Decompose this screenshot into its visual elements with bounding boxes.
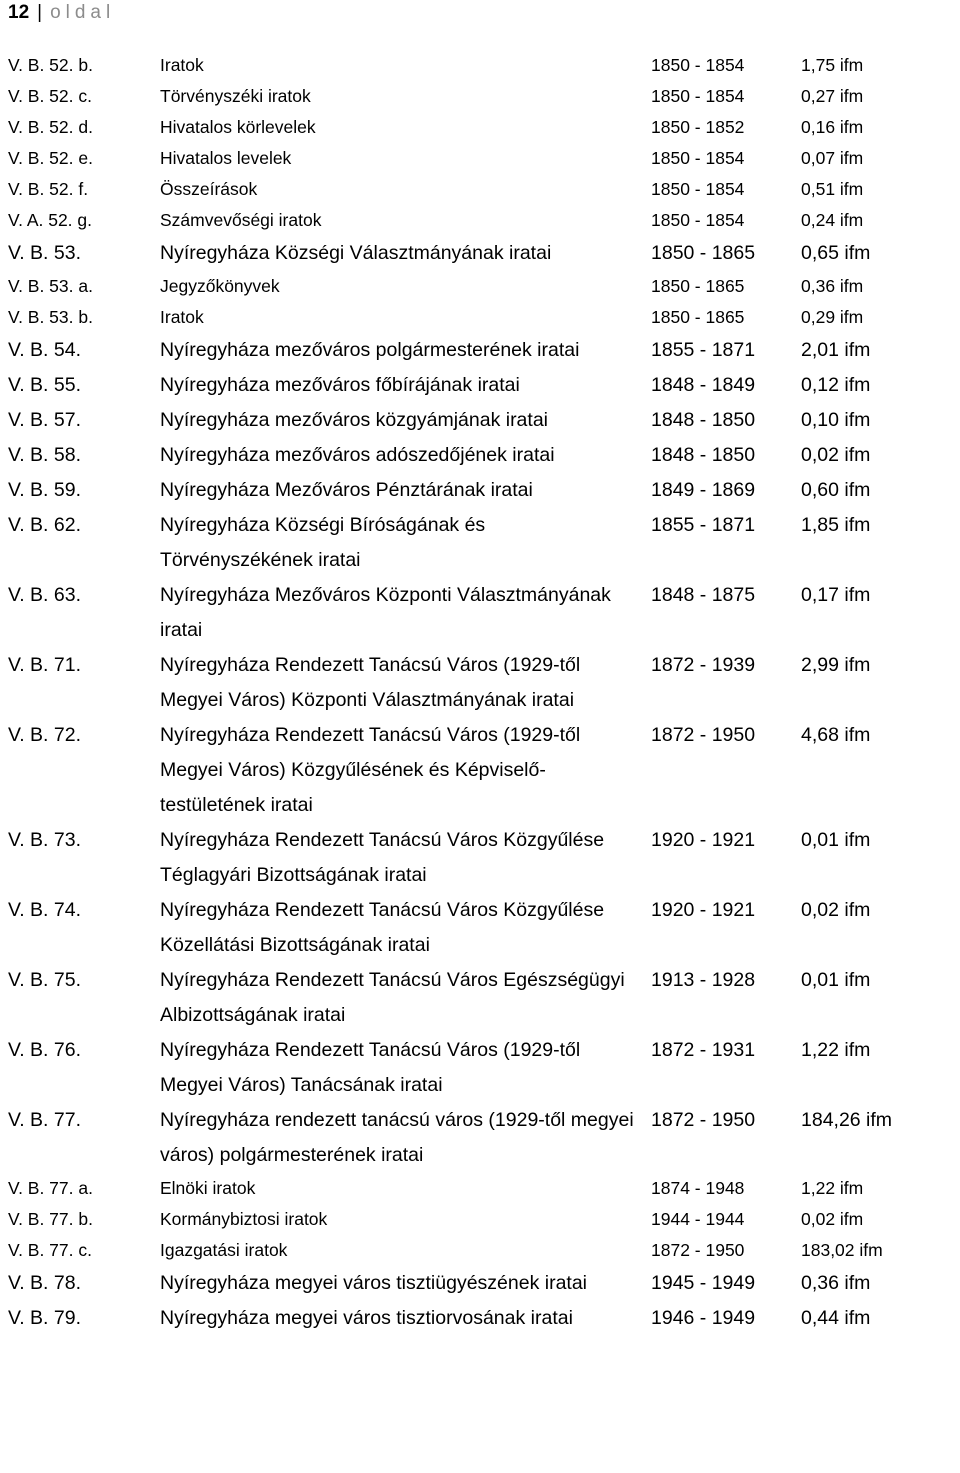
list-item <box>0 112 960 143</box>
fonds-code: V. B. 79. <box>8 1307 82 1329</box>
list-item <box>0 81 960 112</box>
fonds-dates: 1848 - 1850 <box>651 444 756 466</box>
fonds-extent: 0,24 ifm <box>801 210 864 230</box>
fonds-title: Nyíregyháza Rendezett Tanácsú Város Közgyűlése Közellátási Bizottságának iratai <box>160 899 605 956</box>
fonds-extent: 0,44 ifm <box>801 1307 871 1329</box>
fonds-code: V. B. 77. b. <box>8 1209 93 1229</box>
fonds-extent: 1,22 ifm <box>801 1039 871 1061</box>
fonds-title: Iratok <box>160 55 204 75</box>
list-item <box>0 403 960 438</box>
list-item <box>0 1266 960 1301</box>
list-item <box>0 1103 960 1173</box>
fonds-code: V. B. 63. <box>8 584 82 606</box>
fonds-dates: 1850 - 1852 <box>651 117 745 137</box>
fonds-extent: 0,02 ifm <box>801 1209 864 1229</box>
fonds-extent: 0,02 ifm <box>801 899 871 921</box>
page-number: 12 <box>8 2 30 23</box>
list-item <box>0 508 960 578</box>
fonds-dates: 1850 - 1854 <box>651 55 745 75</box>
fonds-title: Számvevőségi iratok <box>160 210 322 230</box>
fonds-title: Törvényszéki iratok <box>160 86 311 106</box>
fonds-code: V. B. 77. a. <box>8 1178 93 1198</box>
fonds-title: Jegyzőkönyvek <box>160 276 280 296</box>
list-item <box>0 1173 960 1204</box>
fonds-title: Nyíregyháza mezőváros polgármesterének iratai <box>160 339 580 361</box>
fonds-title: Nyíregyháza Rendezett Tanácsú Város (1929-től Megyei Város) Központi Választmányának iratai <box>160 654 581 711</box>
fonds-dates: 1944 - 1944 <box>651 1209 745 1229</box>
fonds-extent: 0,27 ifm <box>801 86 864 106</box>
fonds-title: Összeírások <box>160 179 258 199</box>
fonds-title: Nyíregyháza megyei város tisztiügyészének iratai <box>160 1272 588 1294</box>
fonds-title: Nyíregyháza rendezett tanácsú város (1929-től megyei város) polgármesterének iratai <box>160 1109 634 1166</box>
page-word: oldal <box>50 2 116 23</box>
fonds-dates: 1872 - 1950 <box>651 1240 745 1260</box>
fonds-dates: 1850 - 1854 <box>651 148 745 168</box>
fonds-extent: 1,85 ifm <box>801 514 871 536</box>
list-item <box>0 1235 960 1266</box>
list-item <box>0 174 960 205</box>
list-item <box>0 963 960 1033</box>
list-item <box>0 648 960 718</box>
list-item <box>0 578 960 648</box>
fonds-extent: 0,60 ifm <box>801 479 871 501</box>
fonds-extent: 0,01 ifm <box>801 829 871 851</box>
list-item <box>0 143 960 174</box>
list-item <box>0 302 960 333</box>
fonds-dates: 1855 - 1871 <box>651 339 756 361</box>
fonds-code: V. B. 53. <box>8 242 82 264</box>
fonds-code: V. B. 72. <box>8 724 82 746</box>
fonds-title: Igazgatási iratok <box>160 1240 288 1260</box>
fonds-title: Elnöki iratok <box>160 1178 256 1198</box>
fonds-title: Nyíregyháza Rendezett Tanácsú Város (1929-től Megyei Város) Tanácsának iratai <box>160 1039 581 1096</box>
fonds-code: V. B. 53. b. <box>8 307 93 327</box>
list-item <box>0 205 960 236</box>
fonds-title: Nyíregyháza megyei város tisztiorvosának iratai <box>160 1307 573 1329</box>
fonds-dates: 1848 - 1849 <box>651 374 756 396</box>
fonds-extent: 0,16 ifm <box>801 117 864 137</box>
fonds-extent: 1,75 ifm <box>801 55 864 75</box>
fonds-dates: 1850 - 1865 <box>651 276 745 296</box>
list-item <box>0 438 960 473</box>
fonds-title: Nyíregyháza Rendezett Tanácsú Város (1929-től Megyei Város) Közgyűlésének és Képviselő-testületének iratai <box>160 724 581 816</box>
fonds-extent: 0,07 ifm <box>801 148 864 168</box>
fonds-dates: 1855 - 1871 <box>651 514 756 536</box>
fonds-code: V. B. 76. <box>8 1039 82 1061</box>
fonds-dates: 1874 - 1948 <box>651 1178 745 1198</box>
fonds-extent: 0,51 ifm <box>801 179 864 199</box>
fonds-dates: 1848 - 1875 <box>651 584 756 606</box>
fonds-code: V. B. 78. <box>8 1272 82 1294</box>
fonds-dates: 1872 - 1931 <box>651 1039 756 1061</box>
list-item <box>0 1204 960 1235</box>
list-item <box>0 1033 960 1103</box>
fonds-title: Nyíregyháza Községi Bíróságának és Törvényszékének iratai <box>160 514 486 571</box>
fonds-code: V. B. 77. c. <box>8 1240 92 1260</box>
fonds-extent: 0,02 ifm <box>801 444 871 466</box>
fonds-dates: 1850 - 1854 <box>651 179 745 199</box>
fonds-code: V. B. 73. <box>8 829 82 851</box>
fonds-dates: 1913 - 1928 <box>651 969 756 991</box>
list-item <box>0 718 960 823</box>
fonds-code: V. B. 75. <box>8 969 82 991</box>
fonds-code: V. B. 58. <box>8 444 82 466</box>
fonds-dates: 1850 - 1854 <box>651 210 745 230</box>
list-item <box>0 893 960 963</box>
fonds-dates: 1872 - 1950 <box>651 724 756 746</box>
header-separator: | <box>37 2 43 23</box>
list-item <box>0 236 960 271</box>
fonds-code: V. B. 52. d. <box>8 117 93 137</box>
fonds-dates: 1849 - 1869 <box>651 479 756 501</box>
fonds-dates: 1872 - 1950 <box>651 1109 756 1131</box>
fonds-dates: 1850 - 1865 <box>651 242 756 264</box>
fonds-title: Hivatalos levelek <box>160 148 292 168</box>
fonds-extent: 0,01 ifm <box>801 969 871 991</box>
list-item <box>0 333 960 368</box>
fonds-dates: 1872 - 1939 <box>651 654 756 676</box>
fonds-dates: 1850 - 1854 <box>651 86 745 106</box>
fonds-title: Hivatalos körlevelek <box>160 117 316 137</box>
fonds-title: Iratok <box>160 307 204 327</box>
fonds-dates: 1848 - 1850 <box>651 409 756 431</box>
fonds-title: Nyíregyháza mezőváros főbírájának iratai <box>160 374 520 396</box>
fonds-dates: 1920 - 1921 <box>651 899 756 921</box>
fonds-extent: 0,10 ifm <box>801 409 871 431</box>
fonds-title: Nyíregyháza Mezőváros Központi Választmányának iratai <box>160 584 611 641</box>
list-item <box>0 1301 960 1336</box>
fonds-dates: 1850 - 1865 <box>651 307 745 327</box>
fonds-code: V. B. 54. <box>8 339 82 361</box>
page-header <box>8 0 115 26</box>
list-item <box>0 473 960 508</box>
fonds-code: V. B. 77. <box>8 1109 82 1131</box>
fonds-title: Nyíregyháza mezőváros közgyámjának iratai <box>160 409 549 431</box>
fonds-extent: 184,26 ifm <box>801 1109 893 1131</box>
fonds-extent: 183,02 ifm <box>801 1240 883 1260</box>
fonds-code: V. A. 52. g. <box>8 210 93 230</box>
fonds-code: V. B. 52. f. <box>8 179 89 199</box>
fonds-code: V. B. 62. <box>8 514 82 536</box>
fonds-extent: 0,36 ifm <box>801 1272 871 1294</box>
fonds-title: Nyíregyháza Rendezett Tanácsú Város Egészségügyi Albizottságának iratai <box>160 969 625 1026</box>
fonds-title: Nyíregyháza Mezőváros Pénztárának iratai <box>160 479 533 501</box>
fonds-title: Nyíregyháza mezőváros adószedőjének iratai <box>160 444 555 466</box>
fonds-code: V. B. 71. <box>8 654 82 676</box>
fonds-extent: 0,29 ifm <box>801 307 864 327</box>
fonds-code: V. B. 52. e. <box>8 148 93 168</box>
fonds-code: V. B. 74. <box>8 899 82 921</box>
fonds-code: V. B. 55. <box>8 374 82 396</box>
fonds-code: V. B. 53. a. <box>8 276 93 296</box>
fonds-code: V. B. 57. <box>8 409 82 431</box>
fonds-extent: 0,65 ifm <box>801 242 871 264</box>
fonds-extent: 1,22 ifm <box>801 1178 864 1198</box>
fonds-extent: 0,36 ifm <box>801 276 864 296</box>
fonds-dates: 1945 - 1949 <box>651 1272 756 1294</box>
fonds-extent: 0,12 ifm <box>801 374 871 396</box>
fonds-dates: 1946 - 1949 <box>651 1307 756 1329</box>
fonds-list <box>0 50 960 1336</box>
fonds-code: V. B. 59. <box>8 479 82 501</box>
fonds-title: Nyíregyháza Rendezett Tanácsú Város Közgyűlése Téglagyári Bizottságának iratai <box>160 829 605 886</box>
fonds-extent: 0,17 ifm <box>801 584 871 606</box>
fonds-extent: 2,01 ifm <box>801 339 871 361</box>
list-item <box>0 823 960 893</box>
fonds-code: V. B. 52. c. <box>8 86 92 106</box>
fonds-title: Nyíregyháza Községi Választmányának iratai <box>160 242 552 264</box>
list-item <box>0 50 960 81</box>
fonds-extent: 2,99 ifm <box>801 654 871 676</box>
list-item <box>0 271 960 302</box>
fonds-extent: 4,68 ifm <box>801 724 871 746</box>
list-item <box>0 368 960 403</box>
fonds-dates: 1920 - 1921 <box>651 829 756 851</box>
fonds-title: Kormánybiztosi iratok <box>160 1209 328 1229</box>
fonds-code: V. B. 52. b. <box>8 55 93 75</box>
